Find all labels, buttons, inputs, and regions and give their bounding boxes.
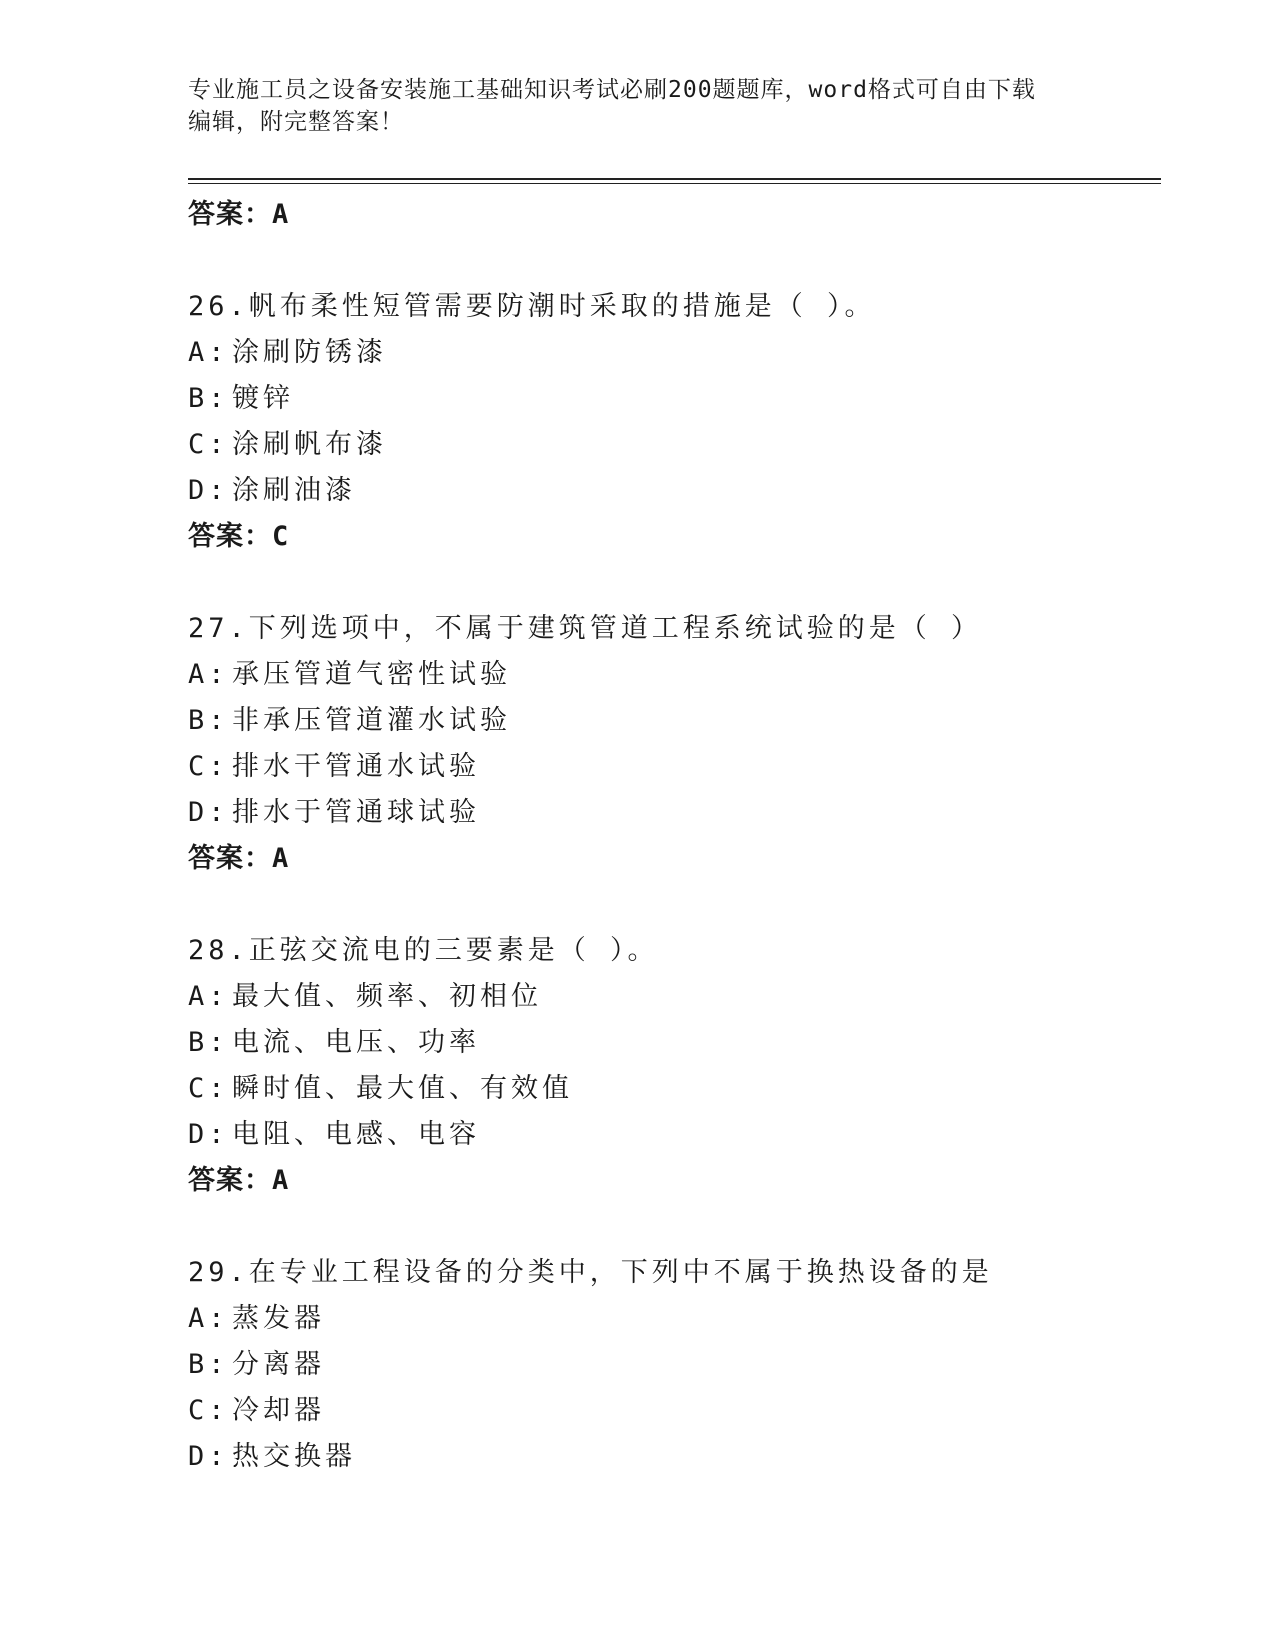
option-text: 承压管道气密性试验 — [232, 659, 511, 690]
spacer — [188, 1204, 1161, 1250]
option-key: D: — [188, 1441, 229, 1472]
option-key: C: — [188, 1395, 229, 1426]
option-text: 涂刷油漆 — [232, 475, 356, 506]
option-text: 电阻、电感、电容 — [232, 1119, 480, 1150]
header-line-1: 专业施工员之设备安装施工基础知识考试必刷200题题库，word格式可自由下载 — [188, 77, 1036, 103]
option-text: 涂刷防锈漆 — [232, 337, 387, 368]
option-text: 非承压管道灌水试验 — [232, 705, 511, 736]
question-27-option-a — [188, 652, 1161, 698]
option-text: 排水于管通球试验 — [232, 797, 480, 828]
question-26-stem: 26.帆布柔性短管需要防潮时采取的措施是（ ）。 — [188, 291, 876, 322]
option-text: 电流、电压、功率 — [232, 1027, 480, 1058]
header-divider-thin — [188, 183, 1161, 184]
header-divider-thick — [188, 178, 1161, 180]
option-key: D: — [188, 1119, 229, 1150]
option-text: 涂刷帆布漆 — [232, 429, 387, 460]
option-key: C: — [188, 751, 229, 782]
option-text: 热交换器 — [232, 1441, 356, 1472]
answer-25: 答案：A — [188, 199, 290, 230]
question-27-option-b — [188, 698, 1161, 744]
option-text: 镀锌 — [232, 383, 294, 414]
option-key: D: — [188, 475, 229, 506]
option-text: 冷却器 — [232, 1395, 325, 1426]
header-line-2: 编辑，附完整答案！ — [188, 109, 404, 135]
question-26-option-c — [188, 422, 1161, 468]
question-29-option-d — [188, 1434, 1161, 1480]
spacer — [188, 882, 1161, 928]
question-28-option-c — [188, 1066, 1161, 1112]
question-29-option-a — [188, 1296, 1161, 1342]
option-key: B: — [188, 705, 229, 736]
question-28-option-d — [188, 1112, 1161, 1158]
document-header — [188, 74, 1088, 138]
option-key: A: — [188, 659, 229, 690]
answer-27: 答案：A — [188, 843, 290, 874]
option-text: 分离器 — [232, 1349, 325, 1380]
option-key: D: — [188, 797, 229, 828]
option-key: B: — [188, 1349, 229, 1380]
option-key: C: — [188, 429, 229, 460]
option-key: A: — [188, 1303, 229, 1334]
option-key: A: — [188, 981, 229, 1012]
answer-26: 答案：C — [188, 521, 290, 552]
option-key: B: — [188, 1027, 229, 1058]
option-text: 瞬时值、最大值、有效值 — [232, 1073, 573, 1104]
question-27-stem: 27.下列选项中，不属于建筑管道工程系统试验的是（ ） — [188, 613, 983, 644]
question-28-option-b — [188, 1020, 1161, 1066]
option-key: B: — [188, 383, 229, 414]
answer-28: 答案：A — [188, 1165, 290, 1196]
option-key: C: — [188, 1073, 229, 1104]
question-26-option-d — [188, 468, 1161, 514]
question-28-stem: 28.正弦交流电的三要素是（ ）。 — [188, 935, 659, 966]
question-27-option-c — [188, 744, 1161, 790]
question-26-option-b — [188, 376, 1161, 422]
question-27-option-d — [188, 790, 1161, 836]
spacer — [188, 238, 1161, 284]
question-29-stem: 29.在专业工程设备的分类中，下列中不属于换热设备的是 — [188, 1257, 993, 1288]
question-list — [188, 192, 1161, 1480]
spacer — [188, 560, 1161, 606]
question-28-option-a — [188, 974, 1161, 1020]
question-26-option-a — [188, 330, 1161, 376]
question-29-option-b — [188, 1342, 1161, 1388]
option-text: 蒸发器 — [232, 1303, 325, 1334]
option-text: 最大值、频率、初相位 — [232, 981, 542, 1012]
option-text: 排水干管通水试验 — [232, 751, 480, 782]
question-29-option-c — [188, 1388, 1161, 1434]
option-key: A: — [188, 337, 229, 368]
